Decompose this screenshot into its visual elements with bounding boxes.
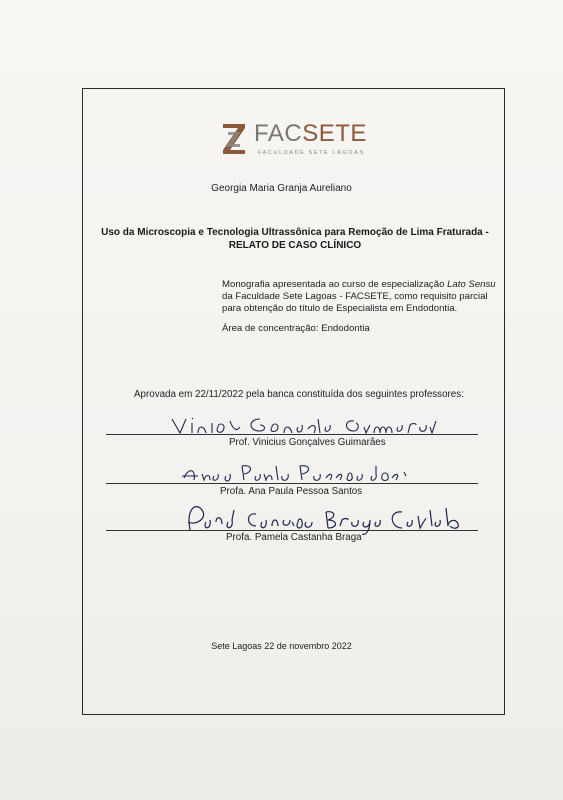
monograph-italic: Lato Sensu: [447, 279, 496, 290]
signature-line-2: [106, 483, 478, 484]
thesis-title: [95, 226, 495, 252]
signature-line-1: [106, 434, 478, 435]
thesis-title-line2: RELATO DE CASO CLÍNICO: [228, 240, 362, 251]
logo-wordmark: [254, 120, 367, 148]
facsete-z-mark-icon: [220, 120, 248, 158]
concentration-area: Área de concentração: Endodontia: [222, 323, 370, 334]
approval-statement: Aprovada em 22/11/2022 pela banca constituída dos seguintes professores:: [134, 389, 464, 400]
logo-word-sete: SETE: [302, 120, 367, 147]
committee-member-1: Prof. Vinicius Gonçalves Guimarães: [229, 437, 386, 448]
signature-line-3: [106, 530, 478, 531]
facsete-logo: [218, 118, 368, 162]
thesis-title-line1: Uso da Microscopia e Tecnologia Ultrassônica para Remoção de Lima Fraturada -: [101, 227, 489, 238]
committee-member-2: Profa. Ana Paula Pessoa Santos: [220, 486, 363, 497]
logo-word-fac: FAC: [254, 120, 303, 147]
author-name: Georgia Maria Granja Aureliano: [211, 183, 352, 194]
place-and-date: Sete Lagoas 22 de novembro 2022: [211, 641, 352, 651]
monograph-text-before: Monografia apresentada ao curso de especialização: [222, 279, 448, 290]
monograph-text-after: da Faculdade Sete Lagoas - FACSETE, como requisito parcial para obtenção do título de Especialista em Endodontia.: [222, 291, 488, 314]
logo-subtitle: FACULDADE SETE LAGOAS: [258, 150, 365, 156]
monograph-statement: [222, 279, 504, 315]
committee-member-3: Profa. Pamela Castanha Braga: [226, 532, 362, 543]
